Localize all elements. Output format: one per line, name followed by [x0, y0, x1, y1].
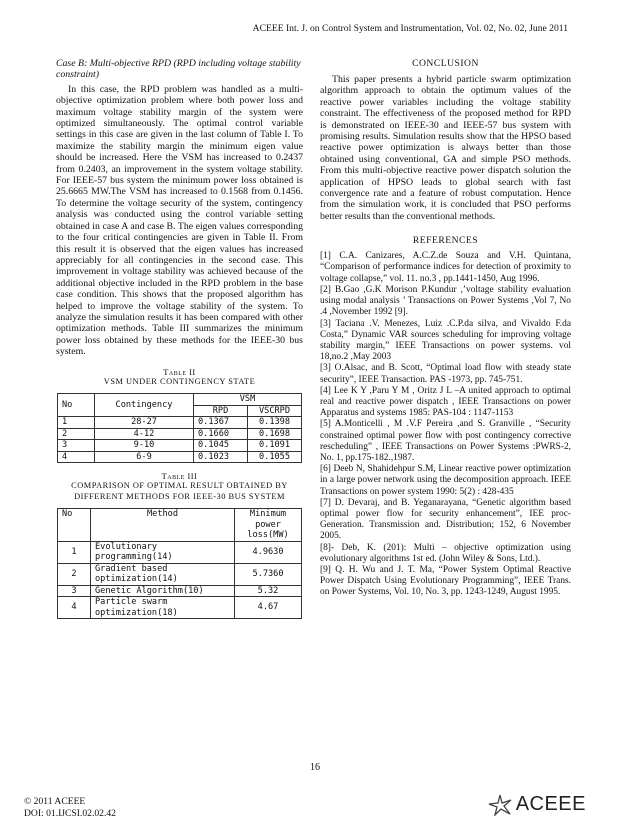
reference-item: [3] O.Alsac, and B. Scott, “Optimal load flow with steady state security”, IEEE Transaction. PAS -1973, pp. 745-751.: [320, 363, 571, 385]
table-row: [58, 563, 302, 585]
table3-cell: 5.32: [235, 585, 302, 597]
table3-cell: Evolutionary programming(14): [91, 541, 235, 563]
table3-header-method: Method: [91, 509, 235, 542]
table3-cell: Genetic Algorithm(10): [91, 585, 235, 597]
table3-cell: 4: [58, 597, 91, 619]
table3-cell: 4.67: [235, 597, 302, 619]
reference-item: [7] D. Devaraj, and B. Yeganarayana, “Genetic algorithm based optimal power flow for security enhancement”, IEE proc-Generation. Transmission and. Distribution; 152, 6 November 2005.: [320, 497, 571, 542]
table-row: [58, 597, 302, 619]
table2-cell: 9-10: [95, 440, 194, 452]
table2-cell: 28-27: [95, 417, 194, 429]
star-icon: [487, 794, 513, 816]
reference-item: [6] Deeb N, Shahidehpur S.M, Linear reactive power optimization in a large power network using the decomposition approach. IEEE Transactions on power system 1990: 5(2) : 428-435: [320, 464, 571, 497]
reference-item: [3] Taciana .V. Menezes, Luiz .C.P.da silva, and Vivaldo F.da Costa,” Dynamic VAR sources scheduling for improving voltage stability margin,” IEEE Transactions on power systems. vol 18,no.2 ,May 2003: [320, 318, 571, 363]
table3-cell: 4.9630: [235, 541, 302, 563]
table-3: [57, 508, 302, 619]
table2-caption: VSM UNDER CONTINGENCY STATE: [103, 376, 256, 386]
table2-cell: 0.1055: [248, 451, 302, 463]
table3-caption: COMPARISON OF OPTIMAL RESULT OBTAINED BY DIFFERENT METHODS FOR IEEE-30 BUS SYSTEM: [71, 481, 288, 501]
footer-info: [24, 796, 116, 820]
table2-subheader-vscrpd: VSCRPD: [248, 405, 302, 417]
table2-header-vsm: VSM: [194, 394, 302, 406]
table2-subheader-rpd: RPD: [194, 405, 248, 417]
table2-cell: 3: [58, 440, 95, 452]
conclusion-body: This paper presents a hybrid particle swarm optimization algorithm approach to obtain the optimum values of the reactive power variables including the voltage stability constraint. The effectiveness of the proposed method for RPD is demonstrated on IEEE-30 and IEEE-57 bus system with promising results. Simulation results show that the HPSO based reactive power optimization is always better than those obtained using conventional, GA and simple PSO methods. From this multi-objective reactive power dispatch solution the application of HPSO leads to global search with fast convergence rate and a feature of robust computation. Hence from the simulation work, it is concluded that PSO performs better results than the conventional methods.: [320, 74, 571, 222]
table-2: [57, 393, 302, 463]
table-row: [58, 440, 302, 452]
copyright: © 2011 ACEEE: [24, 796, 86, 807]
table2-cell: 4: [58, 451, 95, 463]
reference-item: [5] A.Monticelli , M .V.F Pereira ,and S. Granville , “Security constrained optimal power flow with post contingency corrective rescheduling” , IEEE Transactions on Power Systems :PWRS-2, No. 1, pp.175-182.,1987.: [320, 419, 571, 463]
table2-cell: 0.1660: [194, 428, 248, 440]
table2-cell: 6-9: [95, 451, 194, 463]
doi: DOI: 01.IJCSI.02.02.42: [24, 808, 116, 819]
table2-cell: 0.1398: [248, 417, 302, 429]
table-row: [58, 585, 302, 597]
table3-cell: Particle swarm optimization(18): [91, 597, 235, 619]
left-column: [56, 58, 303, 619]
table3-header-loss: Minimum power loss(MW): [235, 509, 302, 542]
table2-cell: 0.1023: [194, 451, 248, 463]
table3-cell: 5.7360: [235, 563, 302, 585]
references-heading: REFERENCES: [412, 235, 479, 247]
reference-item: [9] Q. H. Wu and J. T. Ma, “Power System Optimal Reactive Power Dispatch Using Evolutionary Programming”, IEEE Trans. on Power Systems, Vol. 10, No. 3, pp. 1243-1249, August 1995.: [320, 564, 571, 598]
reference-item: [8]- Deb, K. (201): Multi – objective optimization using evolutionary algorithms 1st ed. (John Wiley & Sons, Ltd.).: [320, 542, 571, 564]
table-row: [58, 451, 302, 463]
table2-cell: 0.1045: [194, 440, 248, 452]
table2-cell: 4-12: [95, 428, 194, 440]
reference-item: [4] Lee K Y ,Paru Y M , Oritz J L –A united approach to optimal real and reactive power dispatch , IEEE Transactions on power Apparatus and systems 1985: PAS-104 : 1147-1153: [320, 385, 571, 419]
case-b-title: Case B: Multi-objective RPD (RPD including voltage stability constraint): [56, 58, 301, 81]
reference-list: [320, 251, 571, 598]
running-header: ACEEE Int. J. on Control System and Instrumentation, Vol. 02, No. 02, June 2011: [252, 23, 568, 34]
table2-label: Table II: [163, 367, 196, 377]
table2-cell: 0.1698: [248, 428, 302, 440]
table2-cell: 2: [58, 428, 95, 440]
reference-item: [1] C.A. Canizares, A.C.Z.de Souza and V.H. Quintana, “Comparison of performance indices for detection of proximity to voltage collapse,” vol. 11. no.3 , pp.1441-1450, Aug 1996.: [320, 251, 571, 284]
table-row: [58, 541, 302, 563]
logo-text: ACEEE: [515, 793, 586, 815]
table2-header-no: No: [58, 394, 95, 417]
table2-cell: 0.1367: [194, 417, 248, 429]
reference-item: [2] B.Gao ,G.K Morison P.Kundur ,’voltage stability evaluation using modal analysis ’ Transactions on Power Systems ,Vol 7, No .4 ,November 1992 [9].: [320, 284, 571, 318]
conclusion-heading: CONCLUSION: [412, 58, 479, 69]
table3-cell: 3: [58, 585, 91, 597]
table3-header-no: No: [58, 509, 91, 542]
table3-cell: 1: [58, 541, 91, 563]
table2-cell: 1: [58, 417, 95, 429]
table2-header-contingency: Contingency: [95, 394, 194, 417]
aceee-logo: [487, 793, 586, 816]
case-b-body: In this case, the RPD problem was handled as a multi-objective optimization problem where both power loss and maximum voltage stability margin of the system were optimized simultaneously. The optimal control variable settings in this case are given in the last column of Table I. To maximize the stability margin the minimum eigen value should be increased. Here the VSM has increased to 0.2437 from 0.2403, an improvement in the system voltage stability. For IEEE-57 bus system the minimum power loss obtained is 25.6665 MW.The VSM has increased to 0.1568 from 0.1456. To determine the voltage security of the system, contingency analysis was conducted using the control variable setting obtained in case A and case B. The eigen values corresponding to the four critical contingencies are given in Table II. From this result it is observed that the eigen values has increased appreciably for all contingencies in the second case. This improvement in voltage stability was achieved because of the additional objective included in the RPD problem in the base case condition. This shows that the proposed algorithm has helped to improve the voltage stability of the system. To analyze the simulation results it has been compared with other optimization methods. Table III summarizes the minimum power loss obtained by these methods for the IEEE-30 bus system.: [56, 83, 303, 358]
right-column: [320, 58, 571, 599]
page-number: 16: [310, 762, 320, 773]
table-row: [58, 417, 302, 429]
table-row: [58, 428, 302, 440]
table3-cell: Gradient based optimization(14): [91, 563, 235, 585]
table3-label: Table III: [161, 472, 198, 482]
table2-cell: 0.1091: [248, 440, 302, 452]
table3-cell: 2: [58, 563, 91, 585]
